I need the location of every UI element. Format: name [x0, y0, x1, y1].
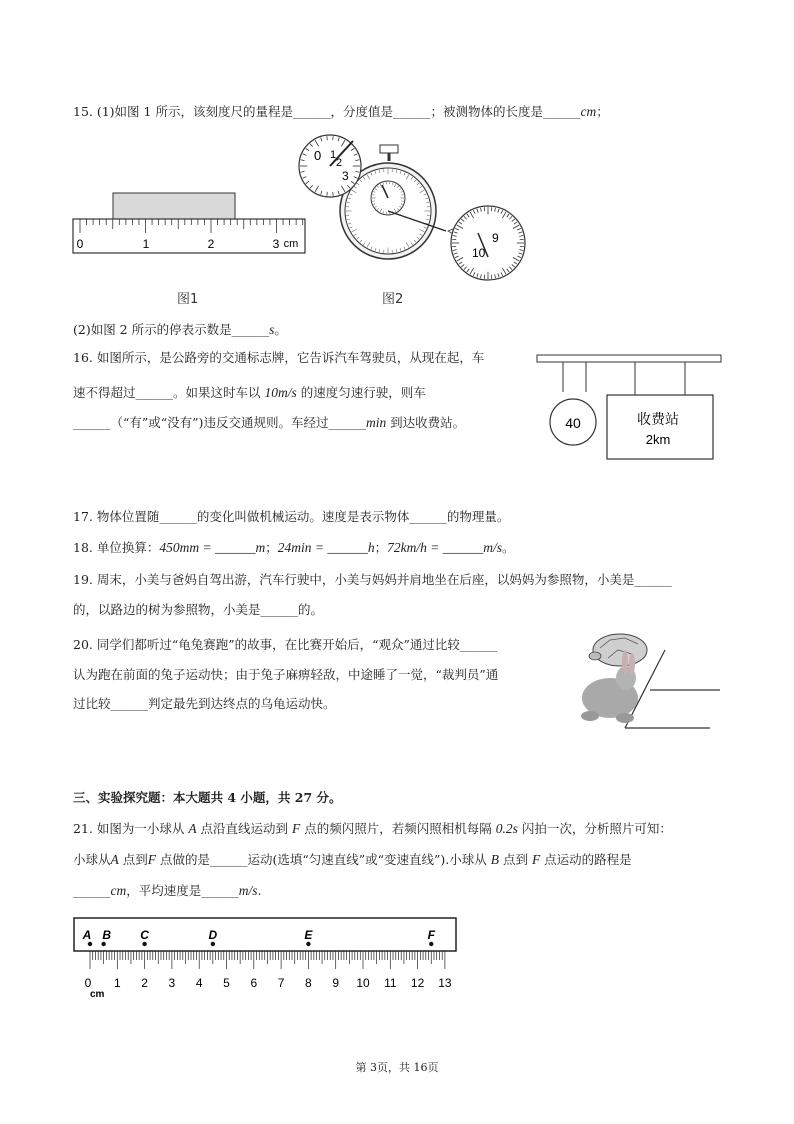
strobe-ruler-figure	[70, 915, 460, 1000]
q15-text1: 15. (1)如图 1 所示，该刻度尺的量程是______，分度值是______；被测物体的长度是______	[73, 104, 581, 119]
q21-interval: 0.2s	[495, 821, 518, 836]
q21-line2d: 点到	[499, 852, 532, 867]
ball-position-F	[429, 942, 433, 946]
small-dial-1: 1	[330, 149, 337, 161]
zoom-second-dial	[451, 206, 525, 280]
ball-label-D: D	[208, 928, 218, 942]
ball-position-B	[101, 942, 105, 946]
ruler21-number: 3	[168, 976, 176, 990]
q16-line3	[73, 414, 465, 432]
q15-line2	[73, 321, 287, 339]
sign-bar	[537, 355, 721, 362]
q16-line2a: 速不得超过______。如果这时车以	[73, 385, 265, 400]
ball-label-B: B	[102, 928, 111, 942]
q15-text2-end: 。	[274, 322, 287, 337]
q16-unit-min: min	[365, 415, 387, 430]
speed-limit-value: 40	[565, 415, 581, 431]
small-dial-2: 2	[336, 157, 343, 169]
ball-position-A	[88, 942, 92, 946]
ball-position-C	[142, 942, 146, 946]
q18-end: 。	[501, 540, 515, 555]
ruler21-unit: cm	[90, 989, 105, 1000]
q15-text2: (2)如图 2 所示的停表示数是______	[73, 322, 270, 337]
q20-line2: 认为跑在前面的兔子运动快；由于兔子麻痹轻敌，中途睡了一觉，“裁判员”通	[73, 667, 499, 682]
figure1-ruler	[70, 185, 310, 260]
ruler21-number: 10	[356, 976, 370, 990]
q16-line2	[73, 384, 426, 402]
traffic-sign-figure	[535, 350, 725, 465]
q21-F2: F	[147, 852, 156, 867]
q21-line2b: 点到	[118, 852, 148, 867]
q18-sep1: ；	[265, 540, 278, 555]
q16-line3b: 到达收费站。	[386, 415, 466, 430]
small-dial-0: 0	[314, 148, 322, 163]
q18-sep2: ；	[374, 540, 388, 555]
q21-unit-cm: cm	[110, 883, 127, 898]
stopwatch-crown	[380, 145, 398, 153]
q19-line2: 的，以路边的树为参照物，小美是______的。	[73, 602, 324, 617]
q16-line1: 16. 如图所示，是公路旁的交通标志牌，它告诉汽车驾驶员，从现在起，车	[73, 350, 485, 365]
q21-A: A	[188, 821, 197, 836]
small-dial-3: 3	[342, 169, 349, 183]
q18-v2: 24min = ______h	[277, 540, 375, 555]
ball-label-A: A	[82, 928, 92, 942]
big-dial-10: 10	[472, 246, 486, 260]
q21-F3: F	[531, 852, 541, 867]
fig1-tick-0: 0	[76, 237, 84, 251]
ruler21-number: 5	[223, 976, 230, 990]
q21-line1	[73, 820, 672, 838]
q21-F: F	[292, 821, 301, 836]
q21-line1b: 点沿直线运动到	[196, 821, 293, 836]
q19-line1: 19. 周末，小美与爸妈自驾出游，汽车行驶中，小美与妈妈并肩地坐在后座，以妈妈为参照物，小美是______	[73, 572, 672, 587]
q16-speed: 10m/s	[264, 385, 297, 400]
toll-distance: 2km	[645, 432, 671, 447]
q15-end-punct: ；	[596, 104, 609, 119]
q15-unit-cm: cm	[580, 104, 597, 119]
fig1-caption: 图1	[177, 292, 199, 307]
fig1-unit: cm	[283, 238, 299, 250]
ball-position-E	[306, 942, 310, 946]
ruler21-number: 2	[141, 976, 148, 990]
ruler21-number: 7	[277, 976, 285, 990]
ball-label-C: C	[140, 928, 149, 942]
ruler21-number: 8	[305, 976, 312, 990]
q21-B: B	[490, 852, 499, 867]
ruler21-number: 12	[410, 976, 425, 990]
q21-unit-ms: m/s	[238, 883, 258, 898]
ruler21-number: 9	[332, 976, 340, 990]
q21-line2	[73, 851, 632, 869]
strobe-photo-frame	[74, 918, 456, 951]
ruler21-number: 6	[250, 976, 258, 990]
section3-title: 三、实验探究题：本大题共 4 小题，共 27 分。	[73, 790, 342, 805]
q21-line3a: ______	[73, 883, 111, 898]
q21-A2: A	[110, 852, 119, 867]
fig1-tick-1: 1	[142, 237, 150, 251]
ruler21-number: 1	[113, 976, 121, 990]
q21-line1a: 21. 如图为一小球从	[73, 821, 189, 836]
ruler21-number: 13	[438, 976, 452, 990]
q18-line	[73, 539, 515, 557]
ruler21-number: 4	[195, 976, 203, 990]
q21-line3	[73, 882, 262, 900]
q21-line2c: 点做的是______运动(选填“匀速直线”或“变速直线”).小球从	[156, 852, 491, 867]
ball-label-F: F	[427, 928, 435, 942]
q16-line3a: ______（“有”或“没有”)违反交通规则。车经过______	[73, 415, 366, 430]
q21-line1c: 点的频闪照片，若频闪照相机每隔	[300, 821, 496, 836]
q21-line2e: 点运动的路程是	[540, 852, 632, 867]
figure2-stopwatch	[298, 133, 538, 283]
q18-v1: 450mm = ______m	[159, 540, 266, 555]
q15-unit-s: s	[269, 322, 275, 337]
tortoise-hare-illustration	[570, 628, 720, 733]
ruler21-number: 11	[384, 976, 397, 990]
page-footer: 第 3页，共 16页	[355, 1061, 439, 1074]
q18-label: 18. 单位换算：	[73, 540, 160, 555]
ball-position-D	[211, 942, 215, 946]
toll-station-label: 收费站	[637, 411, 679, 427]
ruler21-number: 0	[84, 976, 92, 990]
q21-line3c: ，平均速度是______	[126, 883, 239, 898]
toll-station-sign	[607, 395, 713, 459]
measured-object	[113, 193, 235, 220]
q16-line2b: 的速度匀速行驶，则车	[296, 385, 426, 400]
q15-line1	[73, 103, 609, 121]
big-dial-9: 9	[492, 231, 499, 245]
ball-label-E: E	[304, 928, 313, 942]
fig1-tick-3: 3	[272, 237, 280, 251]
q17-text: 17. 物体位置随______的变化叫做机械运动。速度是表示物体______的物理量。	[73, 509, 510, 524]
q21-line3e: .	[257, 883, 262, 898]
q18-v3: 72km/h = ______m/s	[387, 540, 502, 555]
q21-line1d: 闪拍一次，分析照片可知：	[517, 821, 672, 836]
fig2-caption: 图2	[382, 292, 404, 307]
fig1-tick-2: 2	[207, 237, 215, 251]
q20-line1: 20. 同学们都听过“龟兔赛跑”的故事，在比赛开始后，“观众”通过比较______	[73, 637, 498, 652]
q21-line2a: 小球从	[73, 852, 111, 867]
q20-line3: 过比较______判定最先到达终点的乌龟运动快。	[73, 696, 336, 711]
